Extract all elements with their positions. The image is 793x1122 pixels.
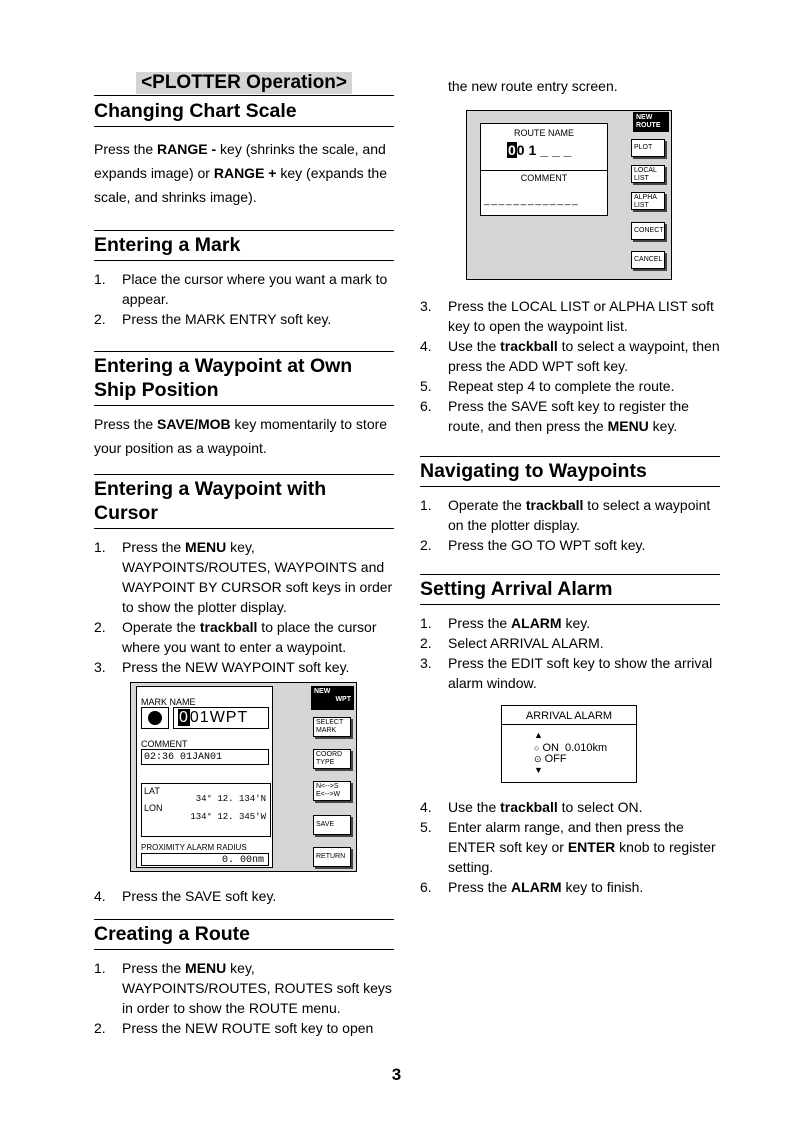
banner-rule — [94, 95, 394, 96]
radio-on-icon: ⊙ — [534, 754, 542, 764]
route-comment-panel — [480, 170, 608, 216]
list-item: 5. Enter alarm range, and then press the ENTER soft key or ENTER knob to register setting. — [420, 819, 716, 875]
section-route — [94, 919, 394, 1038]
alpha-list-key[interactable]: ALPHA LIST — [631, 192, 665, 210]
list-item: 4. Press the SAVE soft key. — [94, 888, 277, 904]
section-wpt-own — [94, 351, 394, 460]
mark-symbol-icon — [148, 711, 162, 725]
route-steps-cont — [420, 296, 720, 436]
list-item: 1. Place the cursor where you want a mark to appear. — [94, 271, 388, 307]
prox-label: PROXIMITY ALARM RADIUS — [141, 843, 247, 852]
new-route-key[interactable]: NEW ROUTE — [633, 112, 669, 132]
new-route-screen — [466, 110, 672, 280]
arrival-alarm-title: ARRIVAL ALARM — [525, 710, 613, 722]
lon-label: LON — [144, 803, 163, 813]
alarm-off-option[interactable]: ⊙ OFF — [534, 753, 567, 765]
list-item: 3. Press the EDIT soft key to show the arrival alarm window. — [420, 655, 713, 691]
list-item: 2. Press the NEW ROUTE soft key to open — [94, 1020, 374, 1036]
prox-field: 0. 00nm — [141, 853, 269, 866]
local-list-key[interactable]: LOCAL LIST — [631, 165, 665, 183]
page-banner: <PLOTTER Operation> — [136, 72, 352, 94]
heading-wpt-cursor: Entering a Waypoint with Cursor — [94, 474, 394, 529]
name-cursor: 0 — [179, 709, 189, 726]
heading-alarm: Setting Arrival Alarm — [420, 574, 720, 605]
mark-steps — [94, 269, 394, 329]
para-chart-scale: Press the RANGE - key (shrinks the scale, and expands image) or RANGE + key (expands the scale, and shrinks image). — [94, 141, 387, 205]
route-comment-label: COMMENT — [520, 173, 568, 183]
section-mark — [94, 230, 394, 329]
list-item: 1. Press the ALARM key. — [420, 615, 591, 631]
list-item: 1. Press the MENU key, WAYPOINTS/ROUTES, ROUTES soft keys in order to show the ROUTE menu. — [94, 960, 392, 1016]
new-wpt-key[interactable]: NEW WPT — [311, 686, 354, 710]
lon-value: 134° 12. 345'W — [190, 812, 266, 822]
return-key[interactable]: RETURN — [313, 847, 351, 867]
list-item: 6. Press the SAVE soft key to register the route, and then press the MENU key. — [420, 398, 689, 434]
select-mark-key[interactable]: SELECT MARK — [313, 717, 351, 737]
route-name-label: ROUTE NAME — [513, 128, 574, 138]
ns-ew-key[interactable]: N<-->S E<-->W — [313, 781, 351, 801]
plot-key[interactable]: PLOT — [631, 139, 665, 157]
list-item: 1. Press the MENU key, WAYPOINTS/ROUTES, WAYPOINTS and WAYPOINT BY CURSOR soft keys in order to show the plotter display. — [94, 539, 393, 615]
route-continued-text: the new route entry screen. — [448, 78, 618, 94]
para-wpt-own: Press the SAVE/MOB key momentarily to store your position as a waypoint. — [94, 416, 388, 456]
list-item: 5. Repeat step 4 to complete the route. — [420, 378, 675, 394]
conect-key[interactable]: CONECT — [631, 222, 665, 240]
mark-symbol-box — [141, 707, 169, 729]
wpt-cursor-steps — [94, 537, 394, 677]
route-name-cursor: 0 — [508, 142, 516, 158]
heading-mark: Entering a Mark — [94, 230, 394, 261]
comment-field: 02:36 01JAN01 — [141, 749, 269, 765]
position-box — [141, 783, 271, 837]
route-name-field: 00 1 _ _ _ — [508, 142, 572, 158]
cancel-key[interactable]: CANCEL — [631, 251, 665, 269]
list-item: 4. Use the trackball to select a waypoint, then press the ADD WPT soft key. — [420, 338, 720, 374]
lat-value: 34° 12. 134'N — [195, 794, 266, 804]
section-alarm — [420, 574, 720, 693]
alarm-on-option[interactable]: ○ ON 0.010km — [534, 742, 608, 754]
section-chart-scale — [94, 97, 394, 209]
new-waypoint-screen — [130, 682, 357, 872]
heading-route: Creating a Route — [94, 919, 394, 950]
mark-name-label: MARK NAME — [141, 697, 196, 707]
arrow-down-icon: ▼ — [534, 765, 543, 775]
mark-name-field: 001WPT — [173, 707, 269, 729]
radio-off-icon: ○ — [534, 743, 540, 753]
page-number: 3 — [391, 1065, 402, 1084]
arrival-alarm-window — [501, 705, 637, 783]
save-key[interactable]: SAVE — [313, 815, 351, 835]
route-name-panel — [480, 123, 608, 173]
alarm-steps-cont — [420, 797, 720, 897]
alarm-steps — [420, 613, 720, 693]
list-item: 4. Use the trackball to select ON. — [420, 799, 643, 815]
heading-chart-scale: Changing Chart Scale — [94, 97, 394, 127]
list-item: 2. Select ARRIVAL ALARM. — [420, 635, 604, 651]
list-item: 2. Operate the trackball to place the cursor where you want to enter a waypoint. — [94, 619, 377, 655]
section-wpt-cursor — [94, 474, 394, 677]
navigate-steps — [420, 495, 720, 555]
section-navigate — [420, 456, 720, 555]
wpt-cursor-steps-cont — [94, 886, 394, 906]
heading-navigate: Navigating to Waypoints — [420, 456, 720, 487]
coord-type-key[interactable]: COORD TYPE — [313, 749, 351, 769]
lat-label: LAT — [144, 786, 160, 796]
list-item: 1. Operate the trackball to select a waypoint on the plotter display. — [420, 497, 711, 533]
comment-label: COMMENT — [141, 739, 188, 749]
route-comment-dashes: _ _ _ _ _ _ _ _ _ _ _ _ _ — [484, 195, 578, 206]
list-item: 6. Press the ALARM key to finish. — [420, 879, 644, 895]
arrow-up-icon: ▲ — [534, 730, 543, 740]
list-item: 3. Press the NEW WAYPOINT soft key. — [94, 659, 350, 675]
waypoint-form-panel — [136, 686, 273, 868]
list-item: 2. Press the GO TO WPT soft key. — [420, 537, 646, 553]
route-steps — [94, 958, 394, 1038]
list-item: 2. Press the MARK ENTRY soft key. — [94, 311, 332, 327]
list-item: 3. Press the LOCAL LIST or ALPHA LIST soft key to open the waypoint list. — [420, 298, 714, 334]
alarm-title-rule — [502, 724, 636, 725]
heading-wpt-own: Entering a Waypoint at Own Ship Position — [94, 351, 394, 406]
